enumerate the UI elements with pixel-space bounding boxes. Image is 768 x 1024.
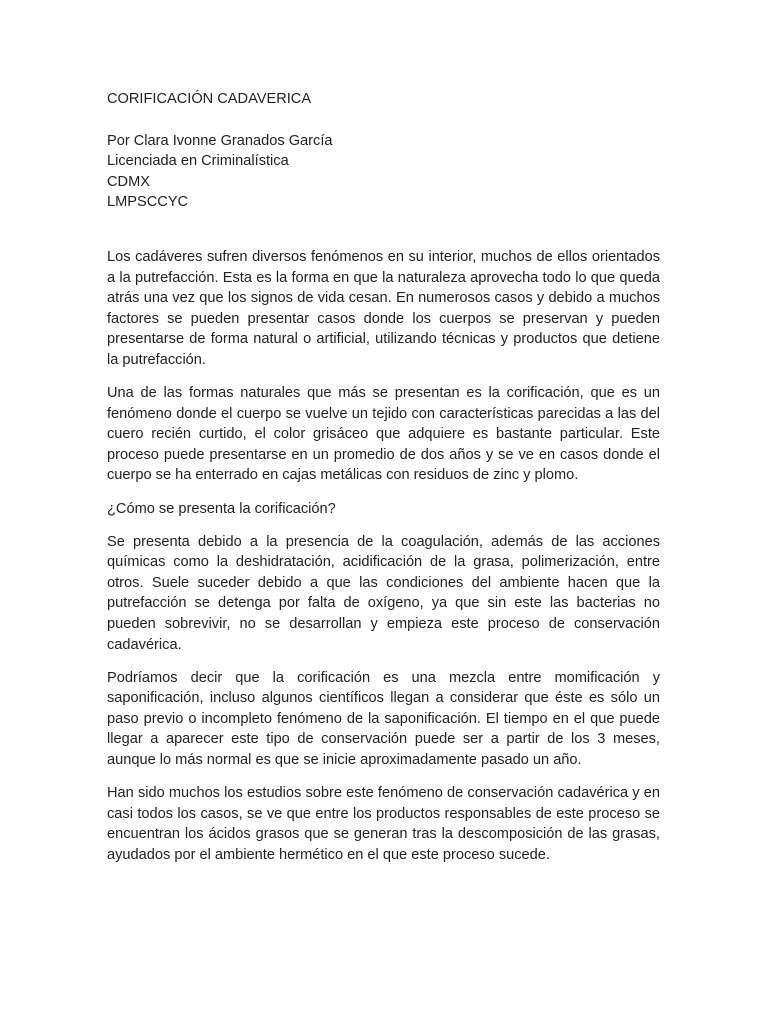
paragraph-definition: Una de las formas naturales que más se presentan es la corificación, que es un fenómeno donde el cuerpo se vuelve un tejido con características parecidas a las del cuero recién curtido, el color grisáceo que adquiere es bastante particular. Este proceso puede presentarse en un promedio de dos años y se ve en casos donde el cuerpo se ha enterrado en cajas metálicas con residuos de zinc y plomo. <box>107 385 660 484</box>
document-title: CORIFICACIÓN CADAVERICA <box>107 91 312 107</box>
author-location: CDMX <box>107 173 150 190</box>
paragraph-causes: Se presenta debido a la presencia de la coagulación, además de las acciones químicas como la deshidratación, acidificación de la grasa, polimerización, entre otros. Suele suceder debido a que las condiciones del ambiente hacen que la putrefacción se detenga por falta de oxígeno, ya que sin este las bacterias no pueden sobrevivir, no se desarrollan y empieza este proceso de conservación cadavérica. <box>107 533 660 653</box>
author-credential: Licenciada en Criminalística <box>107 153 289 170</box>
document-content <box>107 89 660 878</box>
author-affiliation: LMPSCCYC <box>107 194 189 211</box>
paragraph-intro: Los cadáveres sufren diversos fenómenos en su interior, muchos de ellos orientados a la putrefacción. Esta es la forma en que la naturaleza aprovecha todo lo que queda atrás una vez que los signos de vida cesan. En numerosos casos y debido a muchos factores se pueden presentar casos donde los cuerpos se preservan y pueden presentarse de forma natural o artificial, utilizando técnicas y productos que detiene la putrefacción. <box>107 248 660 368</box>
document-body <box>107 247 660 866</box>
section-subheading: ¿Cómo se presenta la corificación? <box>107 500 336 517</box>
paragraph-comparison: Podríamos decir que la corificación es una mezcla entre momificación y saponificación, incluso algunos científicos llegan a considerar que éste es sólo un paso previo o incompleto fenómeno de la saponificación. El tiempo en el que puede llegar a aparecer este tipo de conservación puede ser a partir de los 3 meses, aunque lo más normal es que se inicie aproximadamente pasado un año. <box>107 669 660 769</box>
author-block <box>107 131 660 213</box>
paragraph-studies: Han sido muchos los estudios sobre este fenómeno de conservación cadavérica y en casi todos los casos, se ve que entre los productos responsables de este proceso se encuentran los ácidos grasos que se generan tras la descomposición de las grasas, ayudados por el ambiente hermético en el que este proceso sucede. <box>107 785 660 863</box>
author-name: Por Clara Ivonne Granados García <box>107 132 333 149</box>
